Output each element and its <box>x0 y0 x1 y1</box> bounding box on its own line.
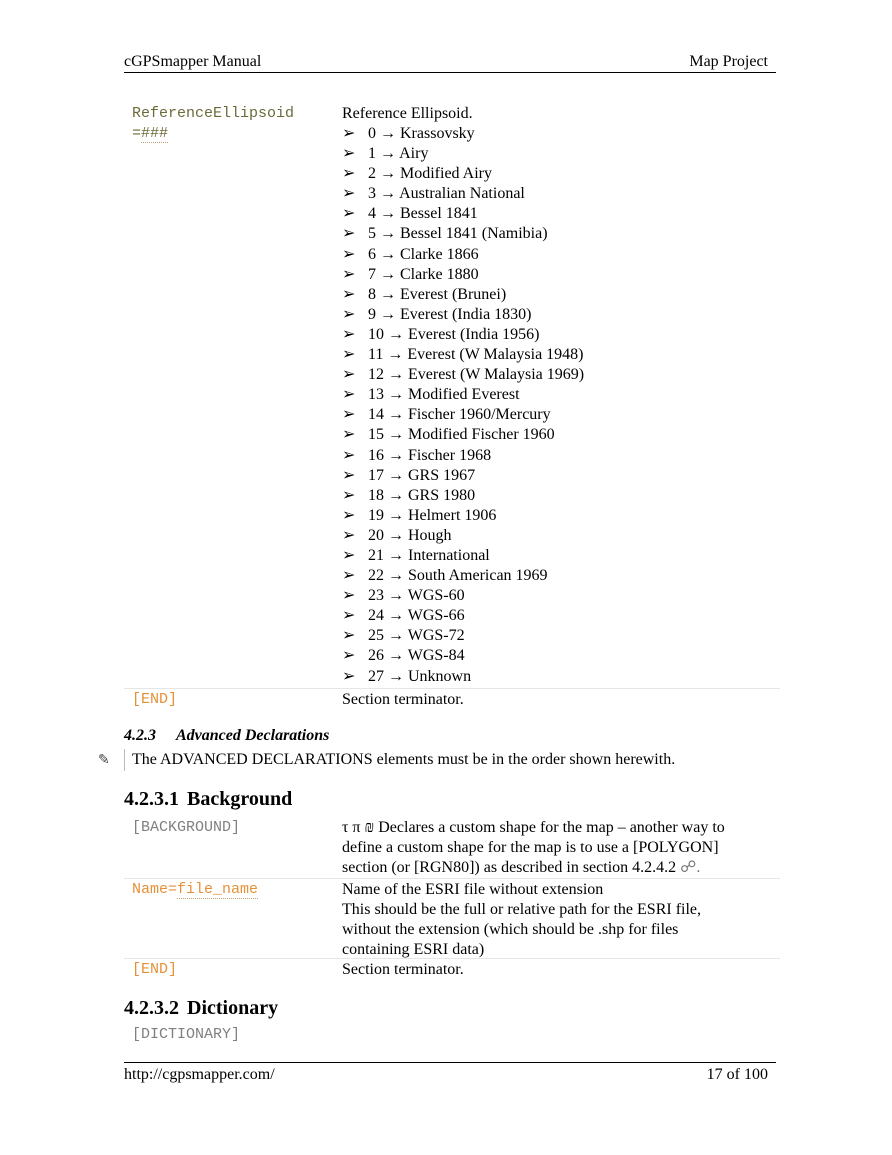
bullet-arrow-icon: ➢ <box>342 325 356 343</box>
background-row <box>124 818 780 878</box>
ref-ellipsoid-desc <box>342 104 584 687</box>
bullet-arrow-icon: ➢ <box>342 607 356 625</box>
bullet-arrow-icon: ➢ <box>342 446 356 464</box>
end-desc: Section terminator. <box>342 961 464 978</box>
ellipsoid-option: ➢ 17 → GRS 1967 <box>342 466 476 484</box>
ellipsoid-option: ➢ 25 → WGS-72 <box>342 627 465 645</box>
ellipsoid-option: ➢ 8 → Everest (Brunei) <box>342 285 507 303</box>
bullet-arrow-icon: ➢ <box>342 205 356 223</box>
bullet-arrow-icon: ➢ <box>342 667 356 685</box>
bullet-arrow-icon: ➢ <box>342 406 356 424</box>
footer-url: http://cgpsmapper.com/ <box>124 1066 275 1083</box>
symbols: τ π ₪ <box>342 819 375 836</box>
link-icon: ☍. <box>680 859 701 876</box>
bullet-arrow-icon: ➢ <box>342 647 356 665</box>
bullet-arrow-icon: ➢ <box>342 346 356 364</box>
name-desc: Name of the ESRI file without extension This should be the full or relative path for the ESRI file, without the extension (which should be .shp for files containing ESRI data) <box>342 881 702 958</box>
page-header <box>124 52 776 73</box>
dictionary-row <box>124 1025 780 1047</box>
end-desc: Section terminator. <box>342 691 464 708</box>
dictionary-key: [DICTIONARY] <box>132 1026 241 1043</box>
bullet-arrow-icon: ➢ <box>342 245 356 263</box>
row-divider <box>124 958 780 959</box>
ellipsoid-option: ➢ 22 → South American 1969 <box>342 567 548 585</box>
note-bar <box>124 749 125 771</box>
ellipsoid-option: ➢ 10 → Everest (India 1956) <box>342 325 540 343</box>
background-key: [BACKGROUND] <box>132 819 241 836</box>
bullet-arrow-icon: ➢ <box>342 225 356 243</box>
background-desc: τ π ₪ Declares a custom shape for the map – another way to define a custom shape for the map is to use a [POLYGON] section (or [RGN80]) as described in section 4.2.4.2 ☍. <box>342 819 725 876</box>
end-row <box>124 960 780 982</box>
row-divider <box>124 878 780 879</box>
bullet-arrow-icon: ➢ <box>342 506 356 524</box>
bullet-arrow-icon: ➢ <box>342 285 356 303</box>
name-key: Name=file_name <box>132 881 259 898</box>
ref-ellipsoid-row <box>124 104 780 688</box>
ellipsoid-option: ➢ 27 → Unknown <box>342 667 472 685</box>
ellipsoid-option: ➢ 4 → Bessel 1841 <box>342 205 478 223</box>
bullet-arrow-icon: ➢ <box>342 587 356 605</box>
end-key: [END] <box>132 961 178 978</box>
bullet-arrow-icon: ➢ <box>342 567 356 585</box>
section-heading-dictionary: 4.2.3.2 Dictionary <box>124 997 279 1019</box>
ellipsoid-option: ➢ 14 → Fischer 1960/Mercury <box>342 406 551 424</box>
header-section: Map Project <box>689 53 768 70</box>
bullet-arrow-icon: ➢ <box>342 125 356 142</box>
bullet-arrow-icon: ➢ <box>342 145 356 163</box>
ellipsoid-option: ➢ 5 → Bessel 1841 (Namibia) <box>342 225 548 243</box>
ellipsoid-option: ➢ 16 → Fischer 1968 <box>342 446 492 464</box>
ellipsoid-option: ➢ 20 → Hough <box>342 526 452 544</box>
ellipsoid-option: ➢ 0 → Krassovsky <box>342 125 475 142</box>
bullet-arrow-icon: ➢ <box>342 466 356 484</box>
header-title: cGPSmapper Manual <box>124 53 262 70</box>
bullet-arrow-icon: ➢ <box>342 426 356 444</box>
page-footer <box>124 1062 776 1085</box>
ellipsoid-option: ➢ 19 → Helmert 1906 <box>342 506 497 524</box>
section-heading-4-2-3: 4.2.3 Advanced Declarations <box>124 727 330 744</box>
ellipsoid-option: ➢ 11 → Everest (W Malaysia 1948) <box>342 346 584 364</box>
page-number: 17 of 100 <box>706 1066 768 1083</box>
bullet-arrow-icon: ➢ <box>342 366 356 384</box>
ellipsoid-option: ➢ 13 → Modified Everest <box>342 386 520 404</box>
ellipsoid-option: ➢ 24 → WGS-66 <box>342 607 465 625</box>
ellipsoid-option: ➢ 3 → Australian National <box>342 185 525 203</box>
ellipsoid-option: ➢ 26 → WGS-84 <box>342 647 465 665</box>
name-row <box>124 880 780 958</box>
row-divider <box>124 688 780 689</box>
ellipsoid-option: ➢ 6 → Clarke 1866 <box>342 245 479 263</box>
end-key: [END] <box>132 691 178 708</box>
ellipsoid-option: ➢ 7 → Clarke 1880 <box>342 265 479 283</box>
ellipsoid-options <box>342 124 584 687</box>
bullet-arrow-icon: ➢ <box>342 486 356 504</box>
ref-ellipsoid-key: ReferenceEllipsoid =### <box>132 105 295 142</box>
ellipsoid-option: ➢ 23 → WGS-60 <box>342 587 465 605</box>
end-row <box>124 690 780 712</box>
ref-ellipsoid-title: Reference Ellipsoid. <box>342 105 473 122</box>
bullet-arrow-icon: ➢ <box>342 185 356 203</box>
placeholder-value: file_name <box>177 881 259 898</box>
ellipsoid-option: ➢ 18 → GRS 1980 <box>342 486 476 504</box>
bullet-arrow-icon: ➢ <box>342 526 356 544</box>
ellipsoid-option: ➢ 1 → Airy <box>342 145 429 163</box>
ellipsoid-option: ➢ 9 → Everest (India 1830) <box>342 305 532 323</box>
placeholder-value: ### <box>141 125 169 142</box>
bullet-arrow-icon: ➢ <box>342 386 356 404</box>
note-text: The ADVANCED DECLARATIONS elements must be in the order shown herewith. <box>132 751 676 768</box>
bullet-arrow-icon: ➢ <box>342 165 356 183</box>
ellipsoid-option: ➢ 21 → International <box>342 546 490 564</box>
ellipsoid-option: ➢ 12 → Everest (W Malaysia 1969) <box>342 366 585 384</box>
section-heading-background: 4.2.3.1 Background <box>124 788 293 810</box>
ellipsoid-option: ➢ 2 → Modified Airy <box>342 165 492 183</box>
ellipsoid-option: ➢ 15 → Modified Fischer 1960 <box>342 426 555 444</box>
bullet-arrow-icon: ➢ <box>342 627 356 645</box>
note-icon: ✎ <box>98 753 110 768</box>
bullet-arrow-icon: ➢ <box>342 546 356 564</box>
bullet-arrow-icon: ➢ <box>342 265 356 283</box>
bullet-arrow-icon: ➢ <box>342 305 356 323</box>
